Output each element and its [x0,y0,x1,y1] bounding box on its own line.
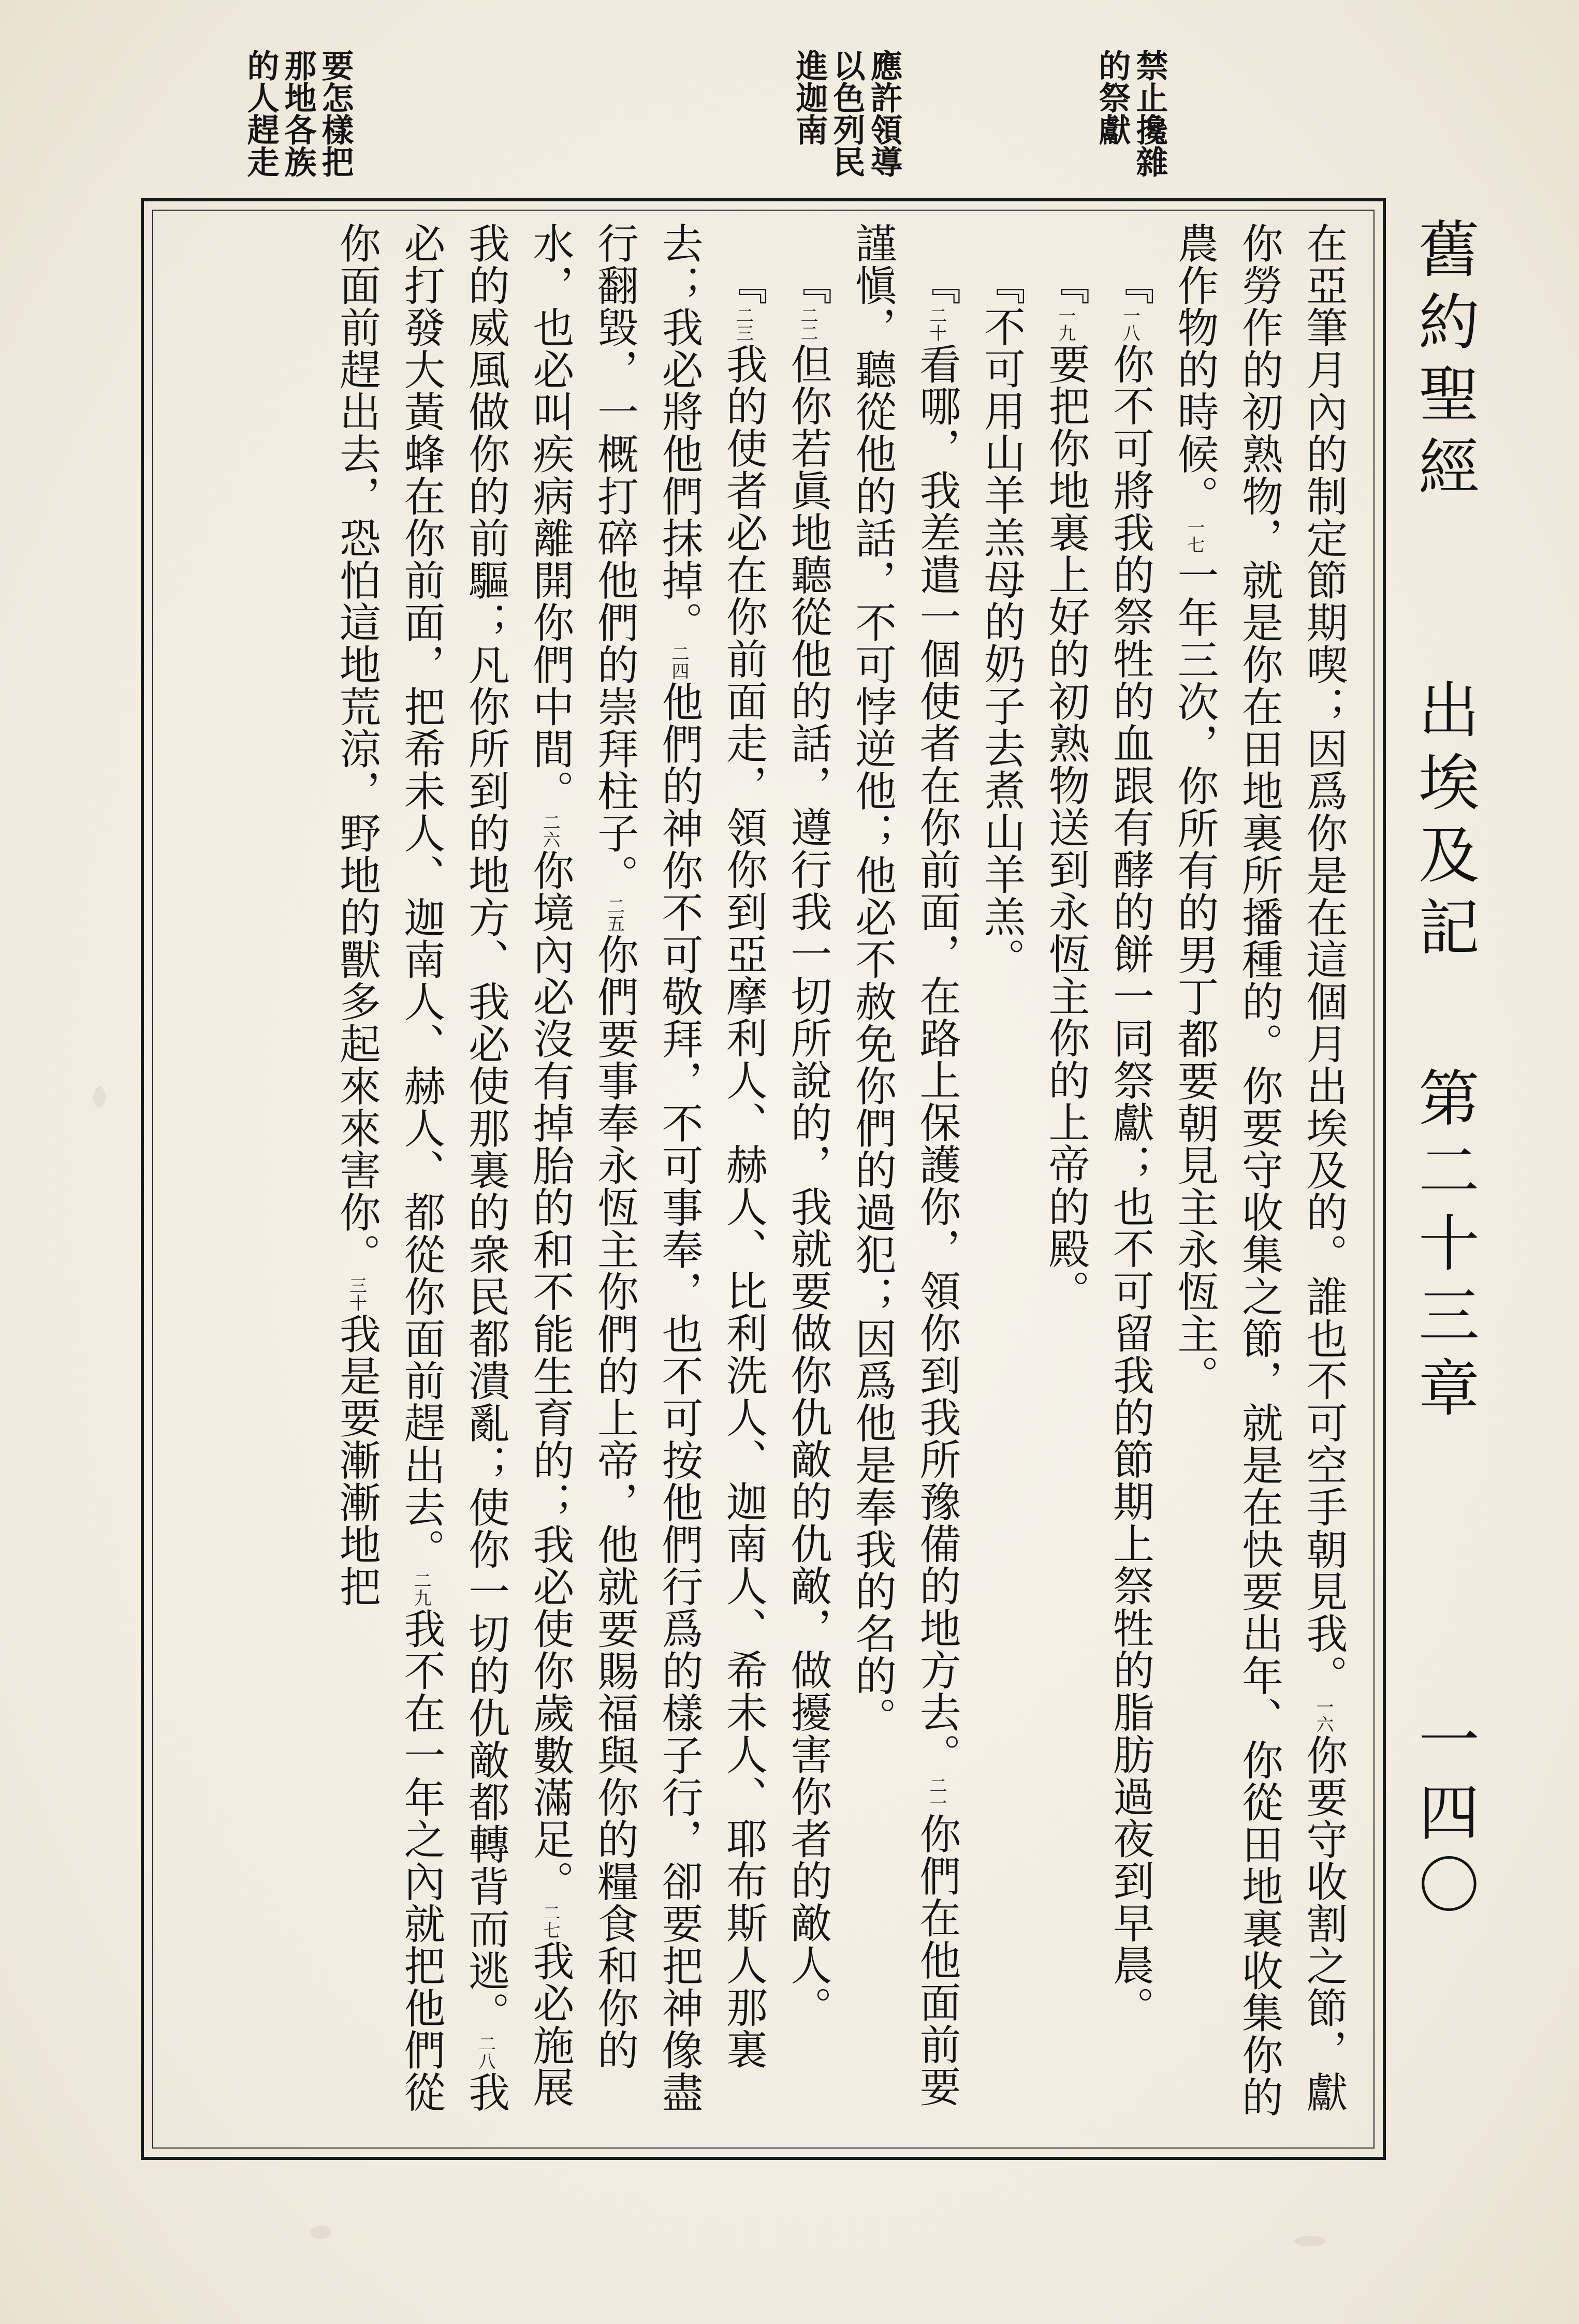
verse-text: 我的使者必在你前面走，領你到亞摩利人、赫人、比利洗人、迦南人、希未人、耶布斯人那裏去；我必將他們抹掉。 [655,222,768,2070]
verse-number: 一七 [1184,518,1205,553]
verse-text: 你不可將我的祭牲的血跟有酵的餅一同祭獻；也不可留我的節期上祭牲的脂肪過夜到早晨。 [1106,343,1154,2028]
verse-text: 『 [1106,263,1154,306]
verse-number: 二一 [926,1776,947,1812]
margin-note [1095,49,1166,178]
margin-note-line: 應許領導 [865,49,903,178]
verse-number: 一六 [1313,1698,1334,1733]
verse-text: 『 [1042,263,1090,306]
verse-number: 一八 [1119,306,1141,342]
paper-speck [93,1087,106,1108]
margin-note-line: 進迦南 [791,49,828,145]
verse-text: 你境內必沒有掉胎的和不能生育的；我必使你歲數滿足。 [526,849,574,1903]
paragraph [1098,222,1162,2137]
verse-text: 要把你地裏上好的初熟物送到永恆主你的上帝的殿。 [1042,343,1090,1312]
margin-note-line: 那地各族 [279,49,317,178]
verse-number: 二九 [411,1571,431,1607]
verse-number: 二四 [668,644,689,680]
paragraph [776,222,840,2137]
verse-text: 看哪，我差遣一個使者在你前面，在路上保護你，領你到我所豫備的地方去。 [913,343,961,1776]
margin-note-line: 的祭獻 [1093,49,1131,145]
verse-text: 『 [913,263,961,306]
verse-text: 你們在他面前要謹愼，聽從他的話，不可悖逆他；他必不赦免你們的過犯；因爲他是奉我的名的。 [848,222,961,2108]
verse-text: 『不可用山羊羔母的奶子去煮山羊羔。 [977,263,1026,980]
verse-number: 三十 [346,1276,367,1312]
verse-text: 但你若眞地聽從他的話，遵行我一切所說的，我就要做你仇敵的仇敵，做擾害你者的敵人。 [784,343,832,2028]
paragraph [324,222,776,2137]
margin-note-line: 以色列民 [828,49,866,178]
chapter-heading: 第二十三章 [1408,1066,1480,1429]
paragraph [840,222,969,2137]
verse-number: 二五 [604,897,625,933]
verse-text: 『 [784,263,832,306]
verse-text: 我是要漸漸地把 [332,1313,381,1608]
verse-number: 二十 [926,306,947,342]
text-frame [141,198,1386,2160]
verse-text: 你要守收割之節，獻你勞作的初熟物，就是你在田地裏所播種的。你要守收集之節，就是在快要出年、你從田地裏收集你的農作物的時候。 [1171,222,1348,2118]
book-title: 舊約聖經 [1408,217,1480,507]
paragraph [969,222,1033,2137]
verse-text: 我必打發大黃蜂在你前面，把希未人、迦南人、赫人、都從你面前趕出去。 [397,222,510,2113]
paragraph [1033,222,1098,2137]
verse-text: 你們要事奉永恆主你們的上帝，他就要賜福與你的糧食和你的水，也必叫疾病離開你們中間。 [526,222,639,2071]
verse-number: 二八 [475,2035,496,2070]
margin-note-line: 要怎樣把 [316,49,354,178]
margin-note [792,49,901,178]
verse-text: 在亞筆月內的制定節期喫；因爲你是在這個月出埃及的。誰也不可空手朝見我。 [1299,222,1348,1697]
margin-note-line: 禁止攙雜 [1131,49,1168,178]
paper-speck [1294,2236,1325,2246]
chapter-book-title: 出埃及記 [1408,678,1480,968]
page-number: 一四〇 [1408,1708,1480,1925]
verse-text: 我必施展我的威風做你的前驅；凡你所到的地方、我必使那裏的衆民都潰亂；使你一切的仇敵都轉背而逃。 [461,222,574,2109]
verse-number: 二六 [539,813,560,848]
verse-number: 一九 [1055,306,1076,342]
verse-text: 我不在一年之內就把他們從你面前趕出去，恐怕這地荒涼，野地的獸多起來來害你。 [332,222,445,2113]
verse-number: 二七 [539,1903,560,1939]
verse-text: 『 [719,263,768,306]
margin-note [243,49,352,178]
verse-number: 二二 [797,306,818,342]
verse-number: 二三 [733,306,754,342]
verse-text: 他們的神你不可敬拜，不可事奉，也不可按他們行爲的樣子行，卻要把神像盡行翻毀，一概打碎他們的崇拜柱子。 [590,222,703,2113]
margin-note-line: 的人趕走 [242,49,280,178]
scripture-text [170,222,1355,2137]
paper-speck [311,2226,331,2239]
verse-text: 一年三次，你所有的男丁都要朝見主永恆主。 [1171,554,1219,1397]
paragraph [1162,222,1356,2137]
